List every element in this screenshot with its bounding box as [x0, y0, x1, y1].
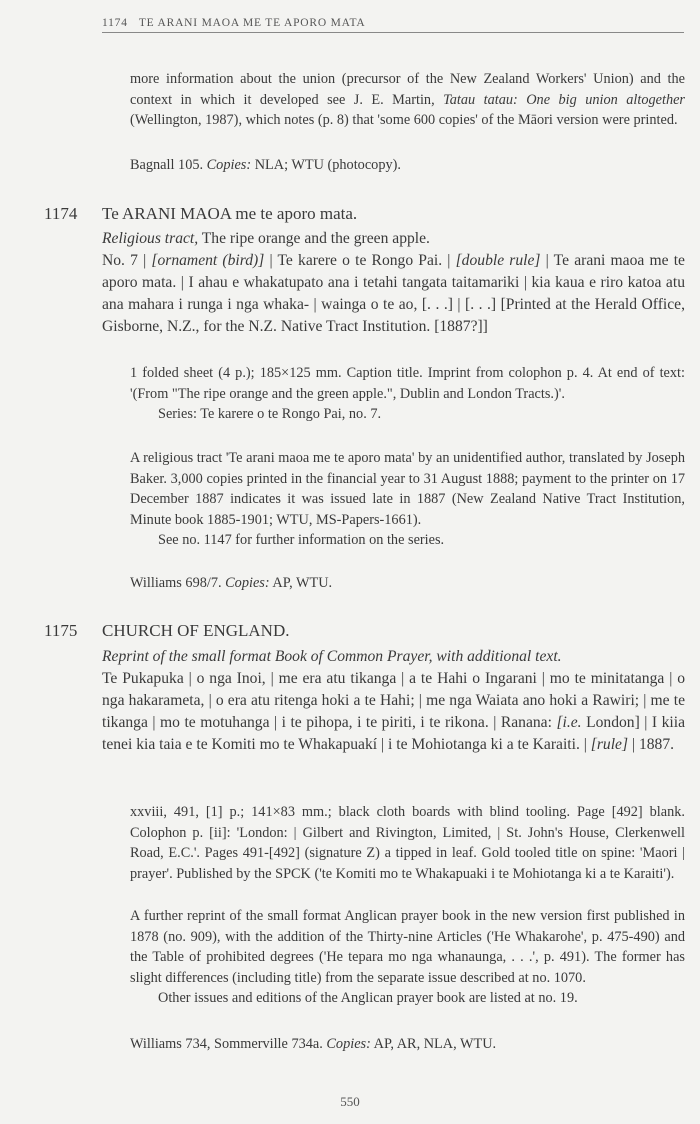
ref-copies: Copies:: [225, 575, 270, 591]
entry-1174-series: Series: Te karere o te Rongo Pai, no. 7.: [158, 406, 382, 423]
ref-a: Williams 698/7.: [130, 575, 226, 591]
entry-1174-subtitle: The ripe orange and the green apple.: [198, 230, 430, 247]
entry-1175-heading: CHURCH OF ENGLAND.: [102, 621, 290, 640]
entry-1174-number: 1174: [44, 204, 78, 223]
ref-b: AP, WTU.: [269, 575, 333, 591]
entry-1174-note1: A religious tract 'Te arani maoa me te aporo mata' by an unidentified author, translated by Joseph Baker. 3,000 copies printed in the financial year to 31 August 1888; payment to the printer on 17 December 1887 indicates it was issued late in 1887 (New Zealand Native Tract Institution, Minute book 1885-1901; WTU, MS-Papers-1661).: [130, 450, 685, 528]
ref-copies: Copies:: [326, 1036, 371, 1052]
entry-1174-subtitle-italic: Religious tract,: [102, 230, 199, 247]
tp-2: [ornament (bird)]: [151, 252, 265, 269]
intro-ref-copies: Copies:: [206, 157, 252, 173]
intro-title: Tatau tatau: One big union altogether: [443, 91, 685, 108]
entry-1174-notes: [130, 448, 685, 551]
tp-3: London] | I kiia tenei kia taia e te Komiti mo te Whakapuakí | i te Mohiotanga ki a te Karaiti. |: [102, 714, 685, 753]
entry-1175-notes: [130, 906, 685, 1009]
entry-1175-title-block: [102, 646, 685, 756]
intro-paragraph: [130, 69, 685, 131]
running-header: [102, 17, 684, 33]
tp-1: Te Pukapuka | o nga Inoi, | me era atu tikanga | a te Hahi o Ingarani | mo te minitatanga | o nga hakarameta, | o era atu ritenga hoki a te Hahi; | me nga Waiata ano hoki a Rawiri; | me te tikanga | mo te motuhanga | i te pihopa, i te piriti, i te rikona. | Ranana:: [102, 670, 685, 731]
intro-ref-a: Bagnall 105.: [130, 157, 207, 173]
entry-1174-desc: 1 folded sheet (4 p.); 185×125 mm. Caption title. Imprint from colophon p. 4. At end of text: '(From "The ripe orange and the green apple.", Dublin and London Tracts.)'.: [130, 365, 685, 402]
tp-5: | 1887.: [628, 736, 675, 753]
intro-ref-b: NLA; WTU (photocopy).: [251, 157, 401, 173]
intro-text-a: more information about the union (precursor of the New Zealand Workers' Union) and the context in which it developed see J. E. Martin,: [130, 71, 685, 108]
intro-reference: [130, 155, 685, 176]
page-number: 550: [340, 1094, 360, 1109]
intro-text-b: (Wellington, 1987), which notes (p. 8) that 'some 600 copies' of the Māori version were printed.: [130, 112, 678, 129]
tp-1: No. 7 |: [102, 252, 152, 269]
ref-a: Williams 734, Sommerville 734a.: [130, 1036, 327, 1052]
header-title: TE ARANI MAOA ME TE APORO MATA: [138, 17, 366, 29]
tp-4: [rule]: [590, 736, 629, 753]
entry-1174-reference: [130, 573, 685, 594]
entry-1174-heading: Te ARANI MAOA me te aporo mata.: [102, 204, 358, 223]
tp-5: | Te arani maoa me te aporo mata. | I ahau e whakatupato ana i tetahi tangata taitamariki | kia kaua e riro katoa atu ana mahara i runga i nga whaka- | wainga o te ao, [. . .] | [. . .] [Printed at the Herald Office, Gisborne, N.Z., for the N.Z. Native Tract Institution. [1887?]]: [102, 252, 685, 335]
entry-1175-number: 1175: [44, 621, 78, 640]
tp-2: [i.e.: [556, 714, 582, 731]
tp-4: [double rule]: [455, 252, 541, 269]
header-page-number: 1174: [102, 17, 128, 29]
entry-1175-note1: A further reprint of the small format Anglican prayer book in the new version first published in 1878 (no. 909), with the addition of the Thirty-nine Articles ('He Whakarohe', p. 475-490) and the Table of prohibited degrees ('He tepara mo nga whanaunga, . . .', p. 491). The former has slight differences (including title) from the separate issue described at no. 1070.: [130, 908, 685, 986]
entry-1174-title-block: [102, 228, 685, 338]
entry-1174-description: [130, 363, 685, 425]
entry-1174-note2: See no. 1147 for further information on the series.: [158, 532, 445, 549]
entry-1175-reference: [130, 1034, 685, 1055]
entry-1175-subtitle-italic: Reprint of the small format Book of Common Prayer, with additional text.: [102, 648, 562, 665]
entry-1175-note2: Other issues and editions of the Anglican prayer book are listed at no. 19.: [158, 990, 578, 1007]
ref-b: AP, AR, NLA, WTU.: [370, 1036, 497, 1052]
entry-1175-description: [130, 802, 685, 884]
tp-3: | Te karere o te Rongo Pai. |: [264, 252, 456, 269]
entry-1175-desc: xxviii, 491, [1] p.; 141×83 mm.; black cloth boards with blind tooling. Page [492] blank. Colophon p. [ii]: 'London: | Gilbert and Rivington, Limited, | St. John's House, Clerkenwell Road, E.C.'. Pages 491-[492] (signature Z) a tipped in leaf. Gold tooled title on spine: 'Maori | prayer'. Published by the SPCK ('te Komiti mo te Whakapuaki i te Mohiotanga ki a te Karaiti').: [130, 804, 685, 882]
